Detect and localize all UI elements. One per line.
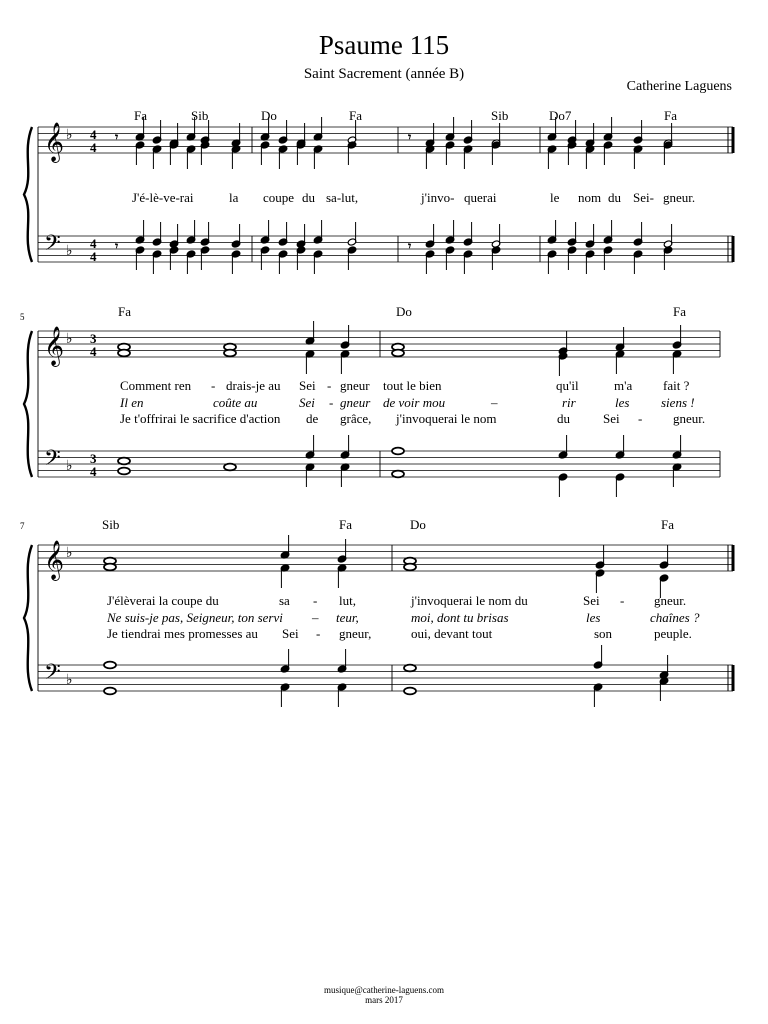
whole-note <box>104 662 116 669</box>
chord-symbol: Do <box>261 108 277 123</box>
lyric-syllable: querai <box>464 190 497 205</box>
whole-note <box>404 665 416 672</box>
chord-symbol: Fa <box>673 304 686 319</box>
lyric-syllable: siens ! <box>661 395 695 410</box>
treble-clef-icon: 𝄞 <box>44 542 65 579</box>
flat-icon: ♭ <box>66 332 73 347</box>
lyric-syllable: gneur, <box>339 626 372 641</box>
time-signature: 4 <box>90 127 97 142</box>
bass-clef-icon: 𝄢 <box>44 660 61 689</box>
lyric-syllable: Sei <box>299 395 315 410</box>
time-signature: 4 <box>90 140 97 155</box>
whole-note <box>392 350 404 357</box>
lyric-syllable: le <box>550 190 560 205</box>
lyric-syllable: - <box>329 395 334 410</box>
lyric-syllable: du <box>557 411 570 426</box>
lyric-syllable: peuple. <box>654 626 692 641</box>
lyric-syllable: sa-lut, <box>326 190 359 205</box>
lyric-syllable: la <box>229 190 239 205</box>
lyric-syllable: - <box>638 411 643 426</box>
lyric-syllable: m'a <box>614 378 633 393</box>
time-signature: 4 <box>90 344 97 359</box>
whole-note <box>404 688 416 695</box>
whole-note <box>392 471 404 478</box>
bass-clef-icon: 𝄢 <box>44 446 61 475</box>
flat-icon: ♭ <box>66 459 73 474</box>
footer-email: musique@catherine-laguens.com <box>324 985 444 995</box>
chord-symbol: Sib <box>191 108 209 123</box>
time-signature: 3 <box>90 451 97 466</box>
chord-symbol: Sib <box>491 108 509 123</box>
flat-icon: ♭ <box>66 128 73 143</box>
lyric-syllable: j'invoquerai le nom <box>396 411 497 426</box>
whole-note <box>392 448 404 455</box>
lyric-syllable: Je tiendrai mes promesses au <box>107 626 258 641</box>
treble-clef-icon: 𝄞 <box>44 328 65 365</box>
chord-symbol: Do <box>396 304 412 319</box>
chord-symbol: Fa <box>339 517 352 532</box>
lyric-syllable: du <box>302 190 315 205</box>
lyric-syllable: coûte au <box>213 395 258 410</box>
lyric-syllable: les <box>615 395 630 410</box>
lyric-syllable: oui, devant tout <box>411 626 493 641</box>
bass-clef-icon: 𝄢 <box>44 231 61 260</box>
lyric-syllable: lut, <box>339 593 356 608</box>
lyric-syllable: Il en <box>120 395 144 410</box>
lyric-syllable: gneur <box>340 395 371 410</box>
lyric-syllable: Sei <box>603 411 620 426</box>
brace <box>24 331 32 477</box>
treble-clef-icon: 𝄞 <box>44 124 65 161</box>
measure-number: 5 <box>20 312 25 322</box>
lyric-syllable: teur, <box>336 610 359 625</box>
lyric-syllable: - <box>313 593 318 608</box>
chord-symbol: Fa <box>664 108 677 123</box>
lyric-syllable: coupe <box>263 190 295 205</box>
lyric-syllable: Sei <box>583 593 600 608</box>
lyric-syllable: nom <box>578 190 602 205</box>
lyric-syllable: Je t'offrirai le sacrifice d'action <box>120 411 281 426</box>
whole-note <box>104 564 116 571</box>
composer-name: Catherine Laguens <box>626 79 732 94</box>
lyric-syllable: gneur <box>340 378 370 393</box>
chord-symbol: Fa <box>134 108 147 123</box>
chord-symbol: Fa <box>349 108 362 123</box>
lyric-syllable: tout le bien <box>383 378 442 393</box>
lyric-syllable: Ne suis-je pas, Seigneur, ton servi <box>107 610 283 625</box>
brace <box>24 545 32 691</box>
lyric-syllable: - <box>327 378 332 393</box>
time-signature: 3 <box>90 331 97 346</box>
lyric-syllable: drais-je au <box>226 378 281 393</box>
page-subtitle: Saint Sacrement (année B) <box>303 66 465 82</box>
whole-note <box>404 564 416 571</box>
whole-note <box>224 464 236 471</box>
rest-icon: 𝄾 <box>408 239 412 253</box>
chord-symbol: Do7 <box>549 108 572 123</box>
whole-note <box>118 468 130 475</box>
flat-icon: ♭ <box>66 546 73 561</box>
lyric-syllable: - <box>211 378 216 393</box>
page-title: Psaume 115 <box>318 30 450 60</box>
rest-icon: 𝄾 <box>115 130 119 144</box>
flat-icon: ♭ <box>66 673 73 688</box>
time-signature: 4 <box>90 236 97 251</box>
lyric-syllable: du <box>608 190 621 205</box>
chord-symbol: Do <box>410 517 426 532</box>
lyric-syllable: de <box>306 411 319 426</box>
time-signature: 4 <box>90 464 97 479</box>
lyric-syllable: chaînes ? <box>650 610 700 625</box>
lyric-syllable: J'é-lè-ve-rai <box>132 190 194 205</box>
chord-symbol: Fa <box>661 517 674 532</box>
lyric-syllable: qu'il <box>556 378 579 393</box>
lyric-syllable: j'invoquerai le nom du <box>411 593 528 608</box>
footer-date: mars 2017 <box>365 994 403 1005</box>
chord-symbol: Sib <box>102 517 120 532</box>
lyric-syllable: – <box>491 395 498 410</box>
lyric-syllable: de voir mou <box>383 395 446 410</box>
lyric-syllable: Sei <box>282 626 299 641</box>
lyric-syllable: sa <box>279 593 290 608</box>
whole-note <box>118 458 130 465</box>
lyric-syllable: j'invo- <box>421 190 455 205</box>
flat-icon: ♭ <box>66 244 73 259</box>
lyric-syllable: J'élèverai la coupe du <box>107 593 219 608</box>
lyric-syllable: - <box>620 593 625 608</box>
chord-symbol: Fa <box>118 304 131 319</box>
whole-note <box>224 350 236 357</box>
measure-number: 7 <box>20 521 25 531</box>
lyric-syllable: les <box>586 610 601 625</box>
lyric-syllable: grâce, <box>340 411 372 426</box>
lyric-syllable: Sei <box>299 378 316 393</box>
whole-note <box>118 350 130 357</box>
lyric-syllable: gneur. <box>654 593 687 608</box>
lyric-syllable: - <box>316 626 321 641</box>
lyric-syllable: Sei- <box>633 190 654 205</box>
lyric-syllable: Comment ren <box>120 378 192 393</box>
rest-icon: 𝄾 <box>115 239 119 253</box>
lyric-syllable: son <box>594 626 613 641</box>
lyric-syllable: rir <box>562 395 576 410</box>
time-signature: 4 <box>90 249 97 264</box>
lyric-syllable: fait ? <box>663 378 690 393</box>
rest-icon: 𝄾 <box>408 130 412 144</box>
lyric-syllable: – <box>312 610 319 625</box>
whole-note <box>104 688 116 695</box>
lyric-syllable: gneur. <box>673 411 706 426</box>
lyric-syllable: gneur. <box>663 190 696 205</box>
brace <box>24 127 32 262</box>
lyric-syllable: moi, dont tu brisas <box>411 610 509 625</box>
